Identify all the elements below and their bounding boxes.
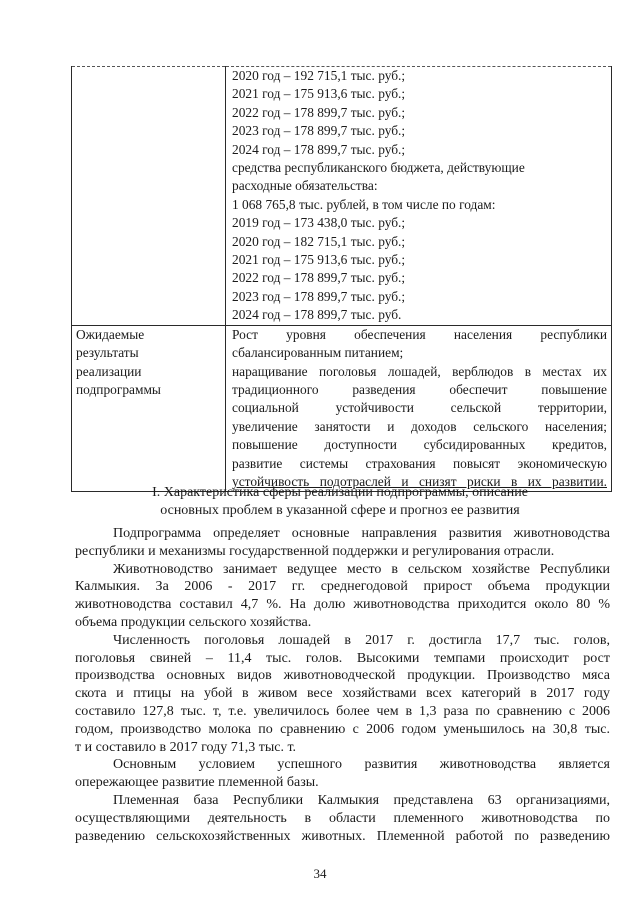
section-heading [70, 484, 610, 520]
results-label-line: подпрограммы [76, 381, 161, 397]
funding-line: 2019 год – 173 438,0 тыс. руб.; [232, 215, 406, 231]
results-line: увеличение занятости и доходов сельского населения; [232, 418, 607, 434]
funding-line: 2020 год – 192 715,1 тыс. руб.; [232, 68, 406, 83]
paragraph [75, 632, 610, 757]
results-line: традиционного разведения обеспечит повышение [232, 381, 607, 397]
paragraph-line: Численность поголовья лошадей в 2017 г. достигла 17,7 тыс. голов, [113, 632, 610, 648]
paragraph-line: объема продукции сельского хозяйства. [75, 614, 312, 630]
paragraph-line: скота и птицы на убой в живом весе хозяйствами всех категорий в 2017 году [75, 686, 610, 702]
funding-line: 2024 год – 178 899,7 тыс. руб. [232, 307, 402, 323]
paragraph-line: республики и механизмы государственной поддержки и регулирования отрасли. [75, 543, 555, 559]
results-line: сбалансированным питанием; [232, 345, 404, 361]
results-line: социальной устойчивости сельской территории, [232, 400, 607, 416]
results-label-cell [72, 325, 226, 492]
paragraph-line: поголовья свиней – 11,4 тыс. голов. Высокими темпами происходит рост [75, 650, 610, 666]
table-row-results [72, 325, 612, 492]
results-label-line: реализации [76, 363, 142, 379]
paragraph [75, 756, 610, 792]
funding-line: расходные обязательства: [232, 178, 378, 194]
paragraph [75, 561, 610, 632]
results-line: повышение доступности субсидированных кредитов, [232, 437, 607, 453]
paragraph-line: опережающее развитие племенной базы. [75, 775, 319, 791]
funding-line: 2023 год – 178 899,7 тыс. руб.; [232, 123, 406, 139]
paragraph-line: т и составило в 2017 году 71,3 тыс. т. [75, 739, 297, 755]
results-label-line: результаты [76, 345, 139, 361]
funding-line: 2020 год – 182 715,1 тыс. руб.; [232, 233, 406, 249]
paragraph-line: Животноводство занимает ведущее место в сельском хозяйстве Республики [113, 561, 610, 577]
paragraph [75, 792, 610, 845]
funding-line: 2022 год – 178 899,7 тыс. руб.; [232, 270, 406, 286]
results-line: устойчивость подотраслей и снизят риски в их развитии. [232, 473, 607, 489]
paragraph-line: разведению сельскохозяйственных животных. Племенной работой по разведению [75, 828, 610, 844]
funding-line: 2022 год – 178 899,7 тыс. руб.; [232, 104, 406, 120]
funding-line: средства республиканского бюджета, действующие [232, 160, 525, 176]
paragraph-line: Калмыкия. За 2006 - 2017 гг. среднегодовой прирост объема продукции [75, 579, 610, 595]
funding-line: 2021 год – 175 913,6 тыс. руб.; [232, 86, 406, 102]
paragraph-line: производства основных видов животноводческой продукции. Производство мяса [75, 668, 610, 684]
paragraph-line: осуществляющими деятельность в области племенного животноводства по [75, 810, 610, 826]
results-line: наращивание поголовья лошадей, верблюдов в местах их [232, 363, 607, 379]
paragraph-line: животноводства составил 4,7 %. На долю животноводства приходится около 80 % [75, 597, 610, 613]
section-heading-line: I. Характеристика сферы реализации подпрограммы, описание [152, 485, 528, 500]
results-line: Рост уровня обеспечения населения республики [232, 326, 607, 342]
funding-label-cell [72, 67, 226, 326]
paragraph-line: Подпрограмма определяет основные направления развития животноводства [113, 526, 610, 541]
funding-line: 1 068 765,8 тыс. рублей, в том числе по годам: [232, 196, 496, 212]
paragraph-line: Основным условием успешного развития животноводства является [113, 757, 610, 773]
results-line: развитие системы страхования повысят экономическую [232, 455, 607, 471]
funding-line: 2023 год – 178 899,7 тыс. руб.; [232, 288, 406, 304]
body-text [75, 525, 610, 845]
results-label-line: Ожидаемые [76, 326, 145, 342]
page-number: 34 [313, 866, 327, 881]
paragraph-line: составило 127,8 тыс. т, т.е. увеличилось более чем в 1,3 раза по сравнению с 2006 [75, 703, 610, 719]
section-heading-line: основных проблем в указанной сфере и прогноз ее развития [160, 503, 520, 518]
results-content-cell [226, 325, 612, 492]
subprogram-passport-table [71, 66, 612, 492]
table-row-funding [72, 67, 612, 326]
funding-content-cell [226, 67, 612, 326]
paragraph [75, 525, 610, 561]
funding-line: 2024 год – 178 899,7 тыс. руб.; [232, 141, 406, 157]
paragraph-line: годом, производство молока по сравнению с 2006 годом уменьшилось на 30,8 тыс. [75, 721, 610, 737]
paragraph-line: Племенная база Республики Калмыкия представлена 63 организациями, [113, 792, 610, 808]
funding-line: 2021 год – 175 913,6 тыс. руб.; [232, 252, 406, 268]
